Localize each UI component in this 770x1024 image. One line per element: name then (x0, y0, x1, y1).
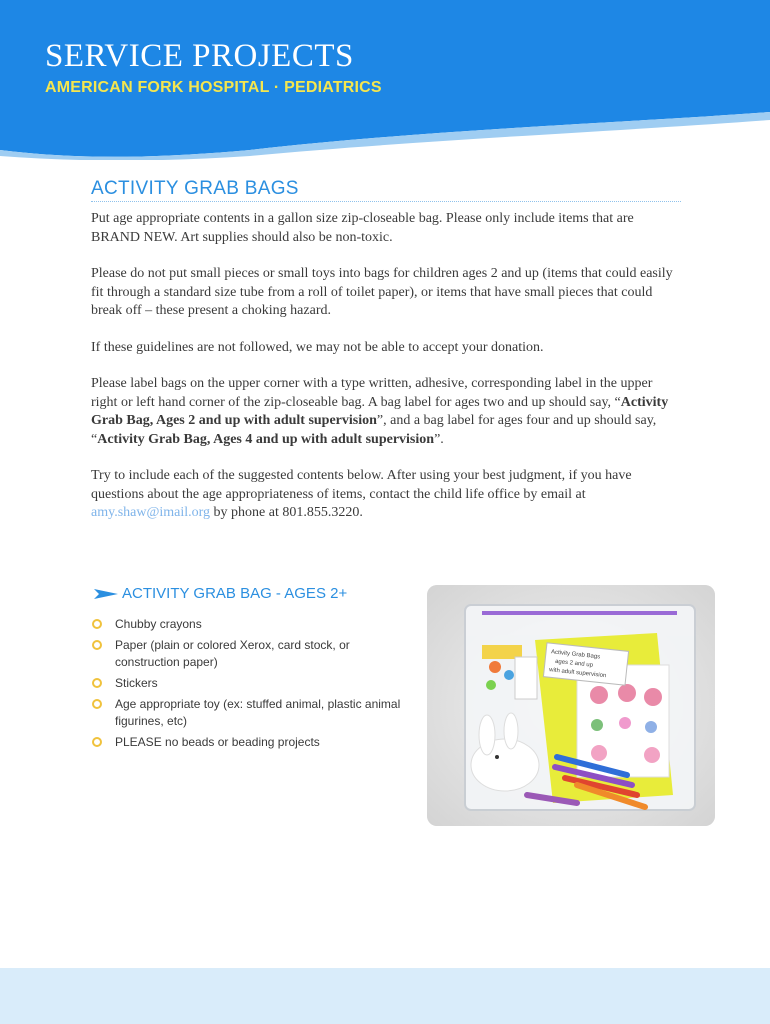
bullet-icon (92, 619, 102, 629)
section-heading: ACTIVITY GRAB BAGS (91, 178, 299, 199)
paragraph-5 (91, 467, 681, 523)
footer-band (0, 968, 770, 1024)
subsection-title: ACTIVITY GRAB BAG - AGES 2+ (122, 585, 348, 602)
header-band (0, 0, 770, 160)
paragraph-5-text-b: by phone at 801.855.3220. (210, 505, 363, 520)
bullet-icon (92, 640, 102, 650)
grab-bag-illustration (427, 585, 715, 826)
list-item: Age appropriate toy (ex: stuffed animal, plastic animal figurines, etc) (92, 696, 412, 730)
list-item: Chubby crayons (92, 616, 412, 633)
body-text (91, 210, 681, 541)
paragraph-4-text-b: ”, and a bag label for ages four and up should say, “ (91, 413, 657, 447)
grab-bag-photo (427, 585, 715, 826)
bullet-icon (92, 678, 102, 688)
paragraph-4-text-c: ”. (434, 431, 444, 447)
paragraph-4-text-a: Please label bags on the upper corner with a type written, adhesive, corresponding label in the upper right or left hand corner of the zip-closeable bag. A bag label for ages two and up should say, “ (91, 376, 653, 410)
bullet-icon (92, 699, 102, 709)
bag-label-line-2: ages 2 and up (554, 658, 594, 669)
page-subtitle: AMERICAN FORK HOSPITAL · PEDIATRICS (45, 79, 382, 96)
paragraph-3: If these guidelines are not followed, we may not be able to accept your donation. (91, 339, 544, 355)
page-title: SERVICE PROJECTS (45, 38, 354, 74)
arrow-icon (94, 587, 118, 601)
label-text-ages-2: Activity Grab Bag, Ages 2 and up with adult supervision (91, 394, 669, 428)
paragraph-4 (91, 375, 681, 449)
paragraph-1: Put age appropriate contents in a gallon size zip-closeable bag. Please only include items that are BRAND NEW. Art supplies should also be non-toxic. (91, 211, 634, 245)
bullet-icon (92, 737, 102, 747)
paragraph-5-text-a: Try to include each of the suggested contents below. After using your best judgment, if you have questions about the age appropriateness of items, contact the child life office by email at (91, 468, 632, 502)
bag-label-line-3: with adult supervision (548, 667, 607, 680)
heading-divider (91, 201, 681, 202)
list-item: PLEASE no beads or beading projects (92, 734, 412, 751)
bag-label-line-1: Activity Grab Bags (550, 649, 601, 661)
email-link[interactable]: amy.shaw@imail.org (91, 505, 211, 520)
list-item: Paper (plain or colored Xerox, card stock, or construction paper) (92, 637, 412, 671)
paragraph-2: Please do not put small pieces or small toys into bags for children ages 2 and up (items that could easily fit through a standard size tube from a roll of toilet paper), or items that have small pieces that could break off – these present a choking hazard. (91, 266, 673, 318)
label-text-ages-4: Activity Grab Bag, Ages 4 and up with adult supervision (97, 431, 435, 447)
list-item: Stickers (92, 675, 412, 692)
contents-list (92, 616, 412, 755)
